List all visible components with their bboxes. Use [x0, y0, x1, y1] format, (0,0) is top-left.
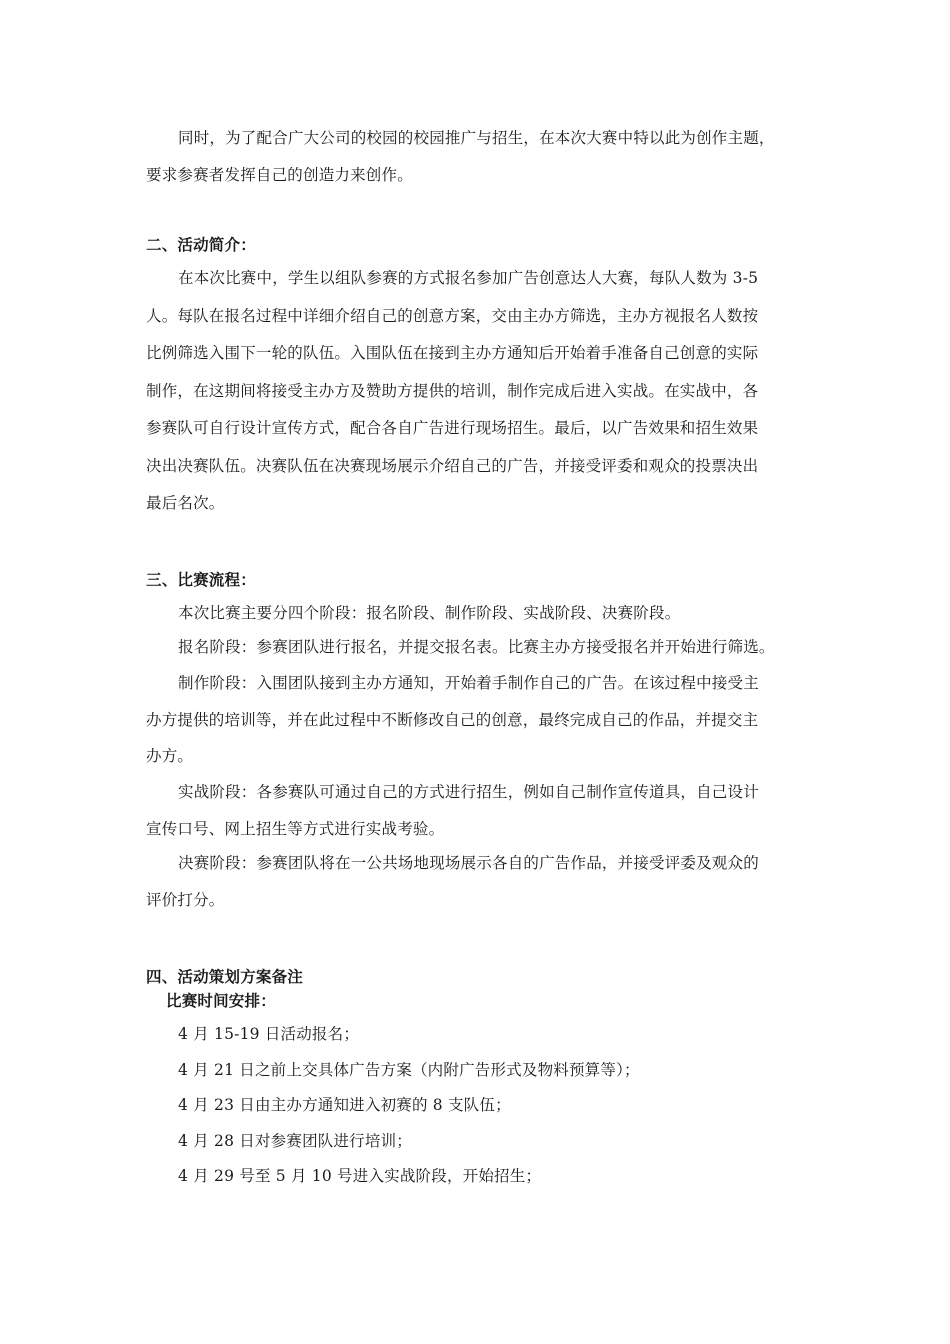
paragraph-line: 宣传口号、网上招生等方式进行实战考验。: [146, 820, 445, 838]
paragraph-line: 决出决赛队伍。决赛队伍在决赛现场展示介绍自己的广告，并接受评委和观众的投票决出: [146, 457, 759, 475]
intro-line: 同时，为了配合广大公司的校园的校园推广与招生，在本次大赛中特以此为创作主题，: [178, 129, 775, 147]
paragraph-line: 比例筛选入围下一轮的队伍。入围队伍在接到主办方通知后开始着手准备自己创意的实际: [146, 344, 759, 362]
paragraph-line: 办方。: [146, 747, 194, 765]
paragraph-line: 制作，在这期间将接受主办方及赞助方提供的培训，制作完成后进入实战。在实战中，各: [146, 382, 759, 400]
paragraph-line: 在本次比赛中，学生以组队参赛的方式报名参加广告创意达人大赛，每队人数为 3-5: [178, 269, 759, 287]
paragraph-line: 报名阶段：参赛团队进行报名，并提交报名表。比赛主办方接受报名并开始进行筛选。: [178, 638, 775, 656]
paragraph-line: 本次比赛主要分四个阶段：报名阶段、制作阶段、实战阶段、决赛阶段。: [178, 604, 681, 622]
schedule-item: 4 月 21 日之前上交具体广告方案（内附广告形式及物料预算等）；: [178, 1061, 640, 1079]
section-subheading: 比赛时间安排：: [166, 992, 276, 1010]
paragraph-line: 评价打分。: [146, 891, 225, 909]
schedule-item: 4 月 29 号至 5 月 10 号进入实战阶段，开始招生；: [178, 1167, 542, 1185]
paragraph-line: 最后名次。: [146, 494, 225, 512]
section-heading: 三、比赛流程：: [146, 571, 256, 589]
paragraph-line: 办方提供的培训等，并在此过程中不断修改自己的创意，最终完成自己的作品，并提交主: [146, 711, 759, 729]
schedule-item: 4 月 23 日由主办方通知进入初赛的 8 支队伍；: [178, 1096, 511, 1114]
paragraph-line: 人。每队在报名过程中详细介绍自己的创意方案，交由主办方筛选，主办方视报名人数按: [146, 307, 759, 325]
paragraph-line: 参赛队可自行设计宣传方式，配合各自广告进行现场招生。最后，以广告效果和招生效果: [146, 419, 759, 437]
paragraph-line: 制作阶段：入围团队接到主办方通知，开始着手制作自己的广告。在该过程中接受主: [178, 674, 759, 692]
section-heading: 二、活动简介：: [146, 236, 256, 254]
paragraph-line: 实战阶段：各参赛队可通过自己的方式进行招生，例如自己制作宣传道具，自己设计: [178, 783, 759, 801]
section-heading: 四、活动策划方案备注: [146, 968, 304, 986]
intro-line: 要求参赛者发挥自己的创造力来创作。: [146, 166, 413, 184]
schedule-item: 4 月 28 日对参赛团队进行培训；: [178, 1132, 412, 1150]
schedule-item: 4 月 15-19 日活动报名；: [178, 1025, 360, 1043]
paragraph-line: 决赛阶段：参赛团队将在一公共场地现场展示各自的广告作品，并接受评委及观众的: [178, 854, 759, 872]
